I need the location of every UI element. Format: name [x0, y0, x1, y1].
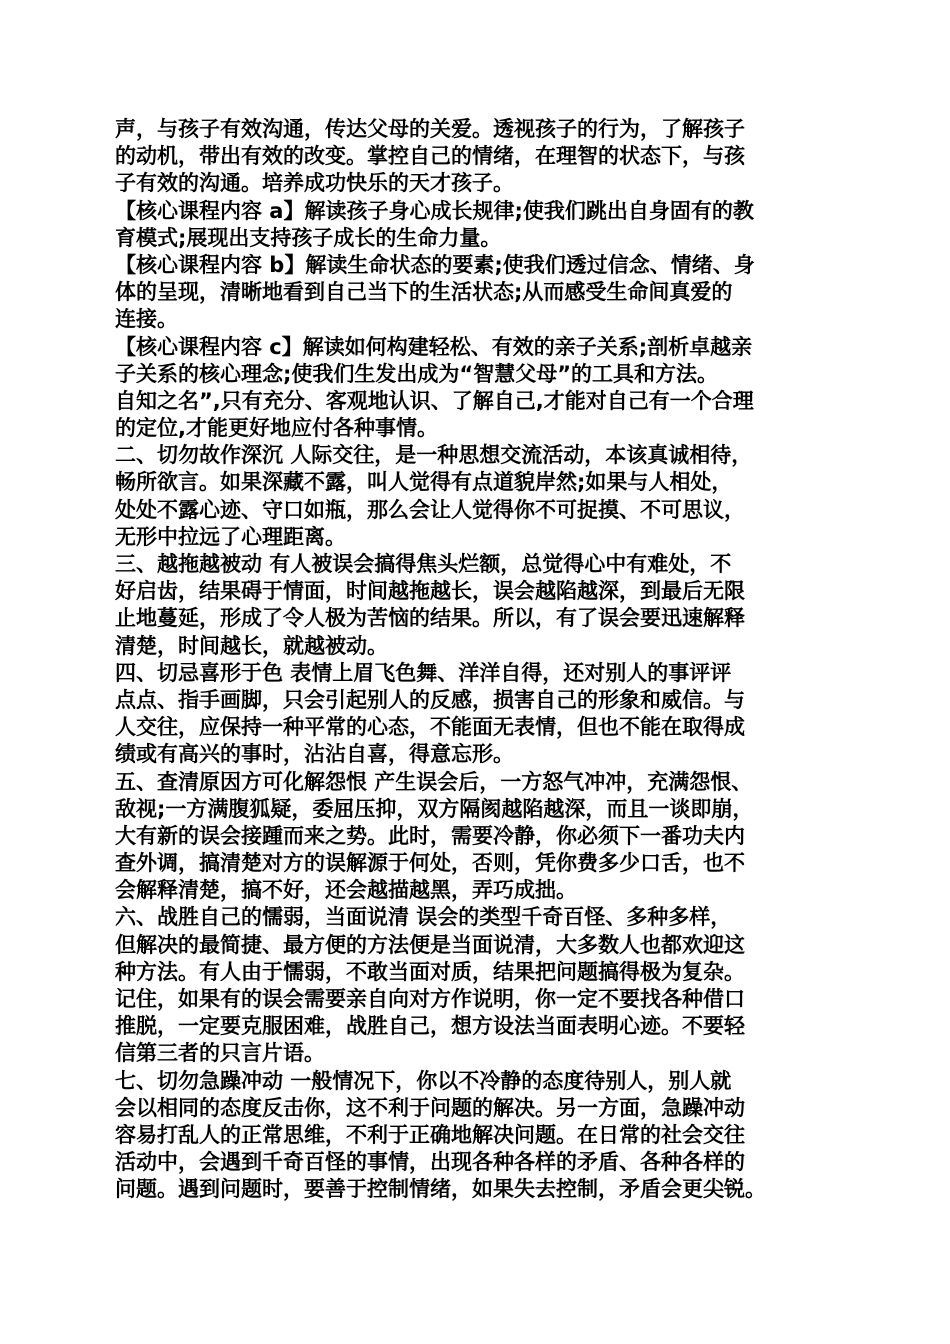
- text-line: 查外调，搞清楚对方的误解源于何处，否则，凭你费多少口舌，也不: [115, 851, 745, 876]
- text-line: 【核心课程内容 a】解读孩子身心成长规律;使我们跳出自身固有的教: [115, 198, 754, 223]
- text-line: 的定位,才能更好地应付各种事情。: [115, 416, 438, 441]
- text-line: 点点、指手画脚，只会引起别人的反感，损害自己的形象和威信。与: [115, 687, 745, 712]
- text-line: 人交往，应保持一种平常的心态，不能面无表情，但也不能在取得成: [115, 715, 745, 740]
- text-line: 绩或有高兴的事时，沾沾自喜，得意忘形。: [115, 742, 514, 767]
- text-line: 信第三者的只言片语。: [115, 1041, 325, 1066]
- text-line: 体的呈现，清晰地看到自己当下的生活状态;从而感受生命间真爱的: [115, 280, 733, 305]
- document-page: [115, 116, 850, 1204]
- text-line: 会解释清楚，搞不好，还会越描越黑，弄巧成拙。: [115, 878, 577, 903]
- text-line: 畅所欲言。如果深藏不露，叫人觉得有点道貌岸然;如果与人相处，: [115, 470, 733, 495]
- text-line: 好启齿，结果碍于情面，时间越拖越长，误会越陷越深，到最后无限: [115, 579, 745, 604]
- text-line: 无形中拉远了心理距离。: [115, 524, 346, 549]
- text-line: 敌视;一方满腹狐疑，委屈压抑，双方隔阂越陷越深，而且一谈即崩，: [115, 796, 754, 821]
- text-line: 但解决的最简捷、最方便的方法便是当面说清，大多数人也都欢迎这: [115, 932, 745, 957]
- text-line: 六、战胜自己的懦弱，当面说清 误会的类型千奇百怪、多种多样，: [115, 905, 732, 930]
- text-line: 记住，如果有的误会需要亲自向对方作说明，你一定不要找各种借口: [115, 987, 745, 1011]
- text-line: 子关系的核心理念;使我们生发出成为“智慧父母”的工具和方法。: [115, 361, 718, 386]
- text-line: 的动机，带出有效的改变。掌控自己的情绪，在理智的状态下，与孩: [115, 144, 745, 169]
- text-line: 七、切勿急躁冲动 一般情况下，你以不冷静的态度待别人，别人就: [115, 1068, 732, 1093]
- text-line: 三、越拖越被动 有人被误会搞得焦头烂额，总觉得心中有难处，不: [115, 552, 732, 576]
- text-line: 止地蔓延，形成了令人极为苦恼的结果。所以，有了误会要迅速解释: [115, 606, 745, 631]
- text-line: 【核心课程内容 c】解读如何构建轻松、有效的亲子关系;剖析卓越亲: [115, 334, 753, 359]
- text-line: 容易打乱人的正常思维，不利于正确地解决问题。在日常的社会交往: [115, 1122, 745, 1147]
- text-line: 种方法。有人由于懦弱，不敢当面对质，结果把问题搞得极为复杂。: [115, 959, 745, 984]
- text-line: 声，与孩子有效沟通，传达父母的关爱。透视孩子的行为，了解孩子: [115, 117, 745, 141]
- text-line: 大有新的误会接踵而来之势。此时，需要冷静，你必须下一番功夫内: [115, 823, 745, 848]
- text-line: 连接。: [115, 307, 178, 332]
- text-line: 问题。遇到问题时，要善于控制情绪，如果失去控制，矛盾会更尖锐。: [115, 1177, 766, 1202]
- text-line: 处处不露心迹、守口如瓶，那么会让人觉得你不可捉摸、不可思议，: [115, 497, 745, 522]
- text-line: 自知之名”,只有充分、客观地认识、了解自己,才能对自己有一个合理: [115, 388, 754, 413]
- text-line: 五、查清原因方可化解怨恨 产生误会后，一方怒气冲冲，充满怨恨、: [115, 769, 753, 794]
- text-line: 四、切忌喜形于色 表情上眉飞色舞、洋洋自得，还对别人的事评评: [115, 660, 732, 685]
- text-line: 会以相同的态度反击你，这不利于问题的解决。另一方面，急躁冲动: [115, 1095, 745, 1120]
- text-line: 育模式;展现出支持孩子成长的生命力量。: [115, 225, 502, 250]
- text-line: 二、切勿故作深沉 人际交往，是一种思想交流活动，本该真诚相待，: [115, 443, 753, 468]
- text-line: 活动中，会遇到千奇百怪的事情，出现各种各样的矛盾、各种各样的: [115, 1150, 745, 1175]
- text-line: 清楚，时间越长，就越被动。: [115, 633, 388, 658]
- text-line: 推脱，一定要克服困难，战胜自己，想方设法当面表明心迹。不要轻: [115, 1014, 745, 1039]
- text-line: 【核心课程内容 b】解读生命状态的要素;使我们透过信念、情绪、身: [115, 252, 755, 277]
- text-line: 子有效的沟通。培养成功快乐的天才孩子。: [115, 171, 514, 196]
